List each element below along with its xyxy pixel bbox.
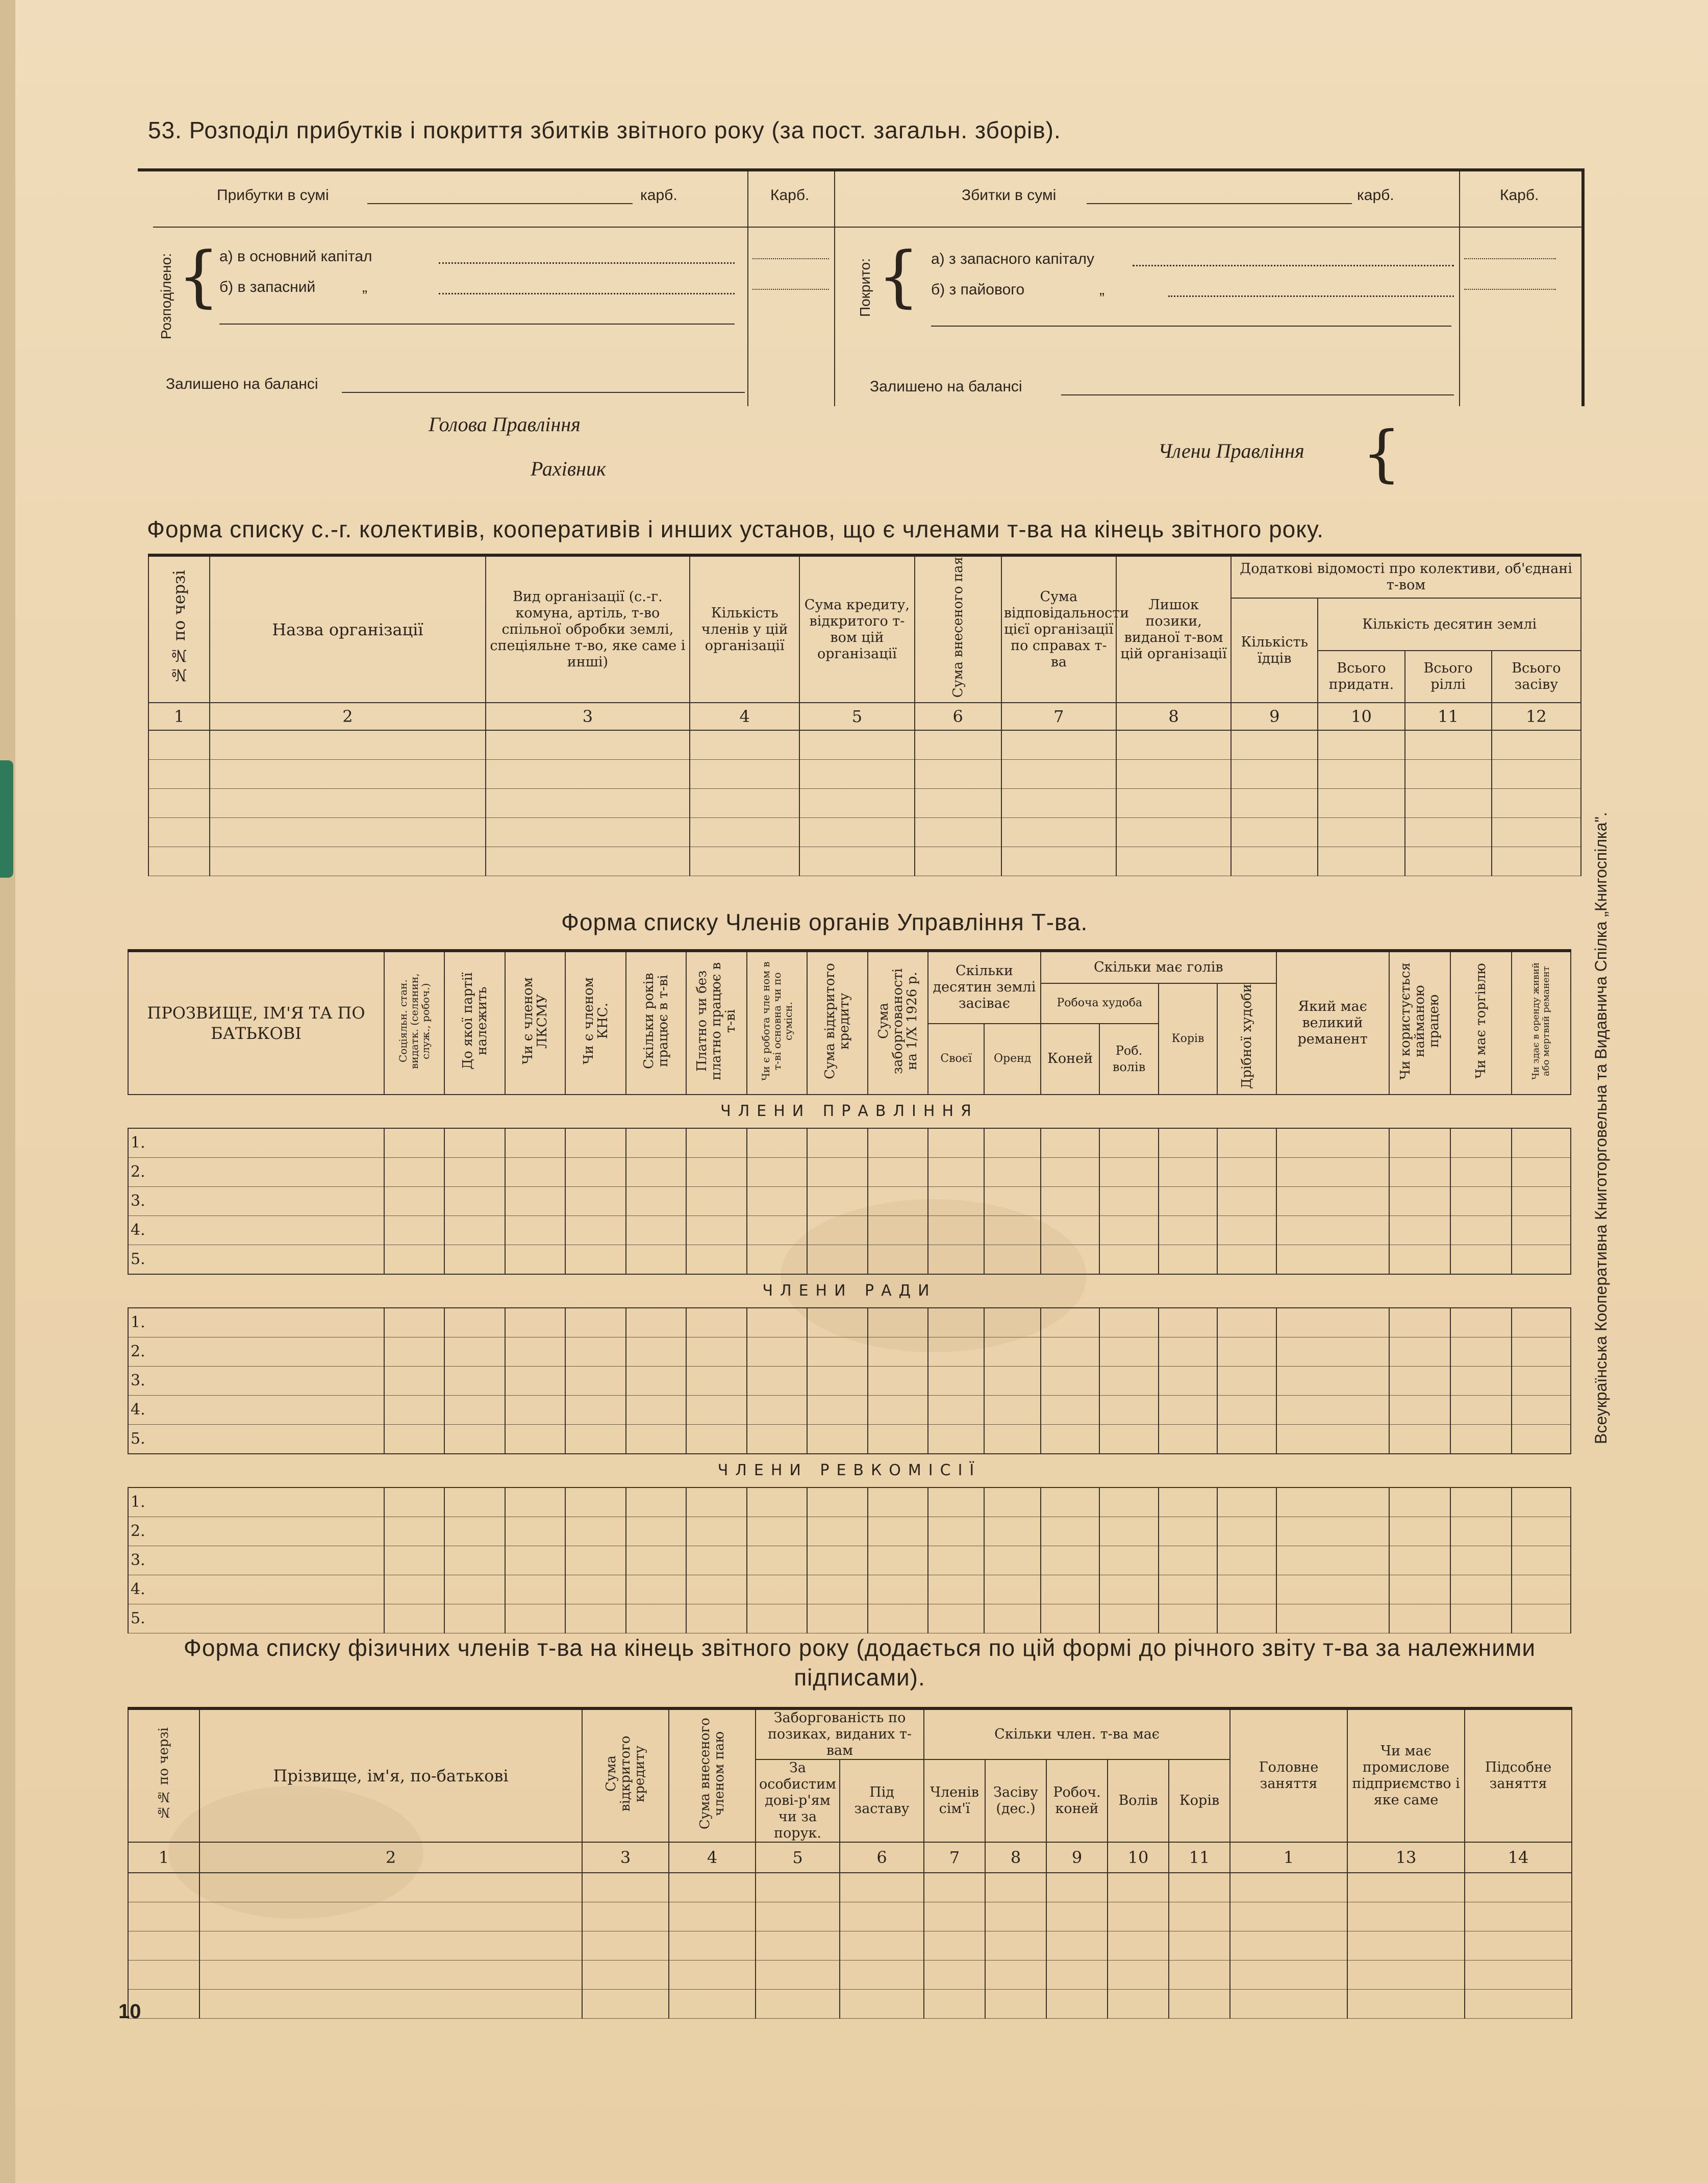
- table-row: 1.: [128, 1308, 1571, 1337]
- col-org-name-header: Назва організації: [210, 555, 486, 703]
- column-number: 4: [690, 703, 799, 730]
- col-oxen-header: Волів: [1108, 1759, 1169, 1842]
- dotted-line: [1168, 295, 1454, 297]
- column-number: 3: [582, 1842, 669, 1873]
- fill-line: [1061, 394, 1454, 395]
- col-hired-labor-header: Чи користується найманою працею: [1389, 951, 1450, 1095]
- col-org-type-header: Вид організації (с.-г. комуна, артіль, т-во спільної обробки землі, спеціяльне т-во, яке саме і инші): [486, 555, 690, 703]
- table-row: [128, 1961, 1572, 1990]
- column-number: 6: [840, 1842, 924, 1873]
- covered-label: Покрито:: [857, 258, 873, 317]
- column-number: 3: [486, 703, 690, 730]
- column-number: 9: [1046, 1842, 1108, 1873]
- management-table: [128, 949, 1571, 1633]
- column-number: 7: [1001, 703, 1116, 730]
- divider: [153, 227, 1581, 228]
- col-land-header: Скільки десятин землі засіває: [928, 951, 1041, 1024]
- col-sowing-header: Засіву (дес.): [985, 1759, 1046, 1842]
- income-karb-label: карб.: [640, 187, 677, 204]
- column-number: 10: [1108, 1842, 1169, 1873]
- loss-label: Збитки в сумі: [962, 187, 1057, 204]
- col-cows-header: Корів: [1169, 1759, 1230, 1842]
- col-full-name-header: Прізвище, ім'я, по-батькові: [199, 1708, 582, 1842]
- left-brace: {: [178, 237, 220, 315]
- table-row: [148, 760, 1581, 789]
- table-row: 2.: [128, 1337, 1571, 1366]
- page-number: 10: [118, 2000, 141, 2023]
- fill-line: [931, 326, 1451, 327]
- col-horses-header: Робоч. коней: [1046, 1759, 1108, 1842]
- section-board-label: ЧЛЕНИ ПРАВЛІННЯ: [128, 1095, 1571, 1128]
- column-number: 9: [1231, 703, 1318, 730]
- item-a-right: а) з запасного капіталу: [931, 251, 1094, 267]
- column-number: 11: [1405, 703, 1492, 730]
- col-members-count-header: Кількість членів у цій організації: [690, 555, 799, 703]
- table-row: 3.: [128, 1186, 1571, 1215]
- table-row: 4.: [128, 1215, 1571, 1245]
- col-seq-header: №№ по черзі: [148, 555, 210, 703]
- col-cows-header: Корів: [1159, 983, 1217, 1095]
- karb-column-header-right: Карб.: [1500, 187, 1539, 204]
- col-loan-balance-header: Лишок позики, виданої т-вом цій організації: [1116, 555, 1231, 703]
- col-extra-info-header: Додаткові відомості про колективи, об'єднані т-вом: [1231, 555, 1581, 598]
- fill-line: [1087, 203, 1352, 204]
- distributed-label: Розподілено:: [158, 253, 174, 339]
- column-number: 1: [128, 1842, 199, 1873]
- table-row: 3.: [128, 1366, 1571, 1395]
- divider: [747, 171, 748, 406]
- col-party-header: До якої партії належить: [444, 951, 505, 1095]
- table-row: 2.: [128, 1517, 1571, 1546]
- column-number: 5: [799, 703, 914, 730]
- column-number: 8: [1116, 703, 1231, 730]
- table-row: 3.: [128, 1546, 1571, 1575]
- table-row: 1.: [128, 1487, 1571, 1517]
- column-number: 5: [756, 1842, 840, 1873]
- green-bookmark-tab: [0, 760, 13, 878]
- dotted-line: [1133, 265, 1454, 266]
- col-enterprise-header: Чи має промислове підприємство і яке саме: [1347, 1708, 1465, 1842]
- table-row: [128, 1902, 1572, 1931]
- dotted-line: [439, 262, 735, 264]
- column-number: 4: [669, 1842, 756, 1873]
- col-horses-header: Коней: [1041, 1024, 1099, 1095]
- table-row: [148, 818, 1581, 847]
- karb-entry-line: [1464, 289, 1556, 290]
- item-b-right: б) з пайового: [931, 281, 1025, 298]
- col-rent-out-header: Чи здає в оренду живий або мертвий реманент: [1512, 951, 1571, 1095]
- ditto-mark: „: [362, 279, 367, 295]
- table-row: [148, 789, 1581, 818]
- col-oxen-header: Роб. волів: [1099, 1024, 1158, 1095]
- col-land-header: Кількість десятин землі: [1318, 598, 1581, 651]
- col-share-header: Сума внесеного членом паю: [669, 1708, 756, 1842]
- balance-left: Залишено на балансі: [166, 376, 318, 392]
- section-53-form: [138, 168, 1585, 406]
- table-row: 4.: [128, 1395, 1571, 1424]
- col-own-land-header: Своєї: [928, 1024, 984, 1095]
- table-row: [128, 1931, 1572, 1961]
- column-number: 14: [1465, 1842, 1572, 1873]
- col-share-header: Сума внесеного пая: [915, 555, 1001, 703]
- karb-entry-line: [752, 289, 829, 290]
- column-number: 1: [148, 703, 210, 730]
- table-row: 4.: [128, 1575, 1571, 1604]
- right-brace: {: [877, 237, 920, 315]
- col-equipment-header: Який має великий реманент: [1276, 951, 1389, 1095]
- col-liability-header: Сума відповідальности цієї організації по справах т-ва: [1001, 555, 1116, 703]
- col-name-header: ПРОЗВИЩЕ, ІМ'Я ТА ПО БАТЬКОВІ: [128, 951, 384, 1095]
- col-land-arable-header: Всього ріллі: [1405, 651, 1492, 703]
- collectives-title: Форма списку с.-г. колективів, кооперативів і инших установ, що є членами т-ва на кінець звітного року.: [147, 516, 1324, 542]
- income-label: Прибутки в сумі: [217, 187, 329, 204]
- col-small-cattle-header: Дрібної худоби: [1217, 983, 1276, 1095]
- section-council-label: ЧЛЕНИ РАДИ: [128, 1274, 1571, 1308]
- karb-column-header-left: Карб.: [770, 187, 810, 204]
- col-seq-header: №№ по черзі: [128, 1708, 199, 1842]
- col-land-sown-header: Всього засіву: [1492, 651, 1581, 703]
- column-number: 1: [1230, 1842, 1347, 1873]
- col-kns-header: Чи є членом КНС.: [565, 951, 625, 1095]
- col-eaters-header: Кількість їдців: [1231, 598, 1318, 703]
- table-row: [148, 847, 1581, 876]
- col-family-header: Членів сім'ї: [924, 1759, 985, 1842]
- column-number: 13: [1347, 1842, 1465, 1873]
- section-53-title: 53. Розподіл прибутків і покриття збитків звітного року (за пост. загальн. зборів).: [148, 117, 1061, 143]
- divider: [1459, 171, 1460, 406]
- fill-line: [219, 324, 735, 325]
- signature-head: Голова Правління: [429, 413, 581, 436]
- column-number: 7: [924, 1842, 985, 1873]
- karb-entry-line: [1464, 258, 1556, 259]
- col-work-cattle-header: Робоча худоба: [1041, 983, 1159, 1024]
- column-number: 6: [915, 703, 1001, 730]
- col-main-work-header: Чи є робота чле ном в т-ві основна чи по сумісн.: [747, 951, 807, 1095]
- column-number: 12: [1492, 703, 1581, 730]
- dotted-line: [439, 293, 735, 294]
- table-row: 5.: [128, 1245, 1571, 1274]
- karb-entry-line: [752, 258, 829, 259]
- col-credit-header: Сума відкритого кредиту: [807, 951, 867, 1095]
- item-b-left: б) в запасний: [219, 279, 316, 295]
- table-row: 2.: [128, 1157, 1571, 1186]
- table-row: 5.: [128, 1424, 1571, 1454]
- fill-line: [367, 203, 633, 204]
- col-debt-header: Сума заборгованості на 1/X 1926 р.: [868, 951, 928, 1095]
- item-a-left: а) в основний капітал: [219, 248, 372, 265]
- table-row: [128, 1990, 1572, 2019]
- loss-karb-label: карб.: [1357, 187, 1394, 204]
- column-number: 8: [985, 1842, 1046, 1873]
- col-komsomol-header: Чи є членом ЛКСМУ: [505, 951, 565, 1095]
- physical-members-table: [128, 1707, 1572, 2019]
- col-main-occupation-header: Головне заняття: [1230, 1708, 1347, 1842]
- fill-line: [342, 392, 745, 393]
- col-rented-land-header: Оренд: [984, 1024, 1040, 1095]
- management-title: Форма списку Членів органів Управління Т-ва.: [561, 909, 1088, 935]
- col-heads-header: Скільки має голів: [1041, 951, 1276, 983]
- column-number: 2: [199, 1842, 582, 1873]
- section-audit-label: ЧЛЕНИ РЕВКОМІСІЇ: [128, 1454, 1571, 1487]
- table-row: [128, 1873, 1572, 1902]
- col-has-header: Скільки член. т-ва має: [924, 1708, 1230, 1759]
- signature-accountant: Рахівник: [531, 457, 606, 480]
- col-debt-header: Заборгованість по позиках, виданих т-вам: [756, 1708, 924, 1759]
- col-side-occupation-header: Підсобне заняття: [1465, 1708, 1572, 1842]
- column-number: 2: [210, 703, 486, 730]
- ditto-mark: „: [1099, 281, 1104, 298]
- divider: [834, 171, 835, 406]
- col-social-header: Соціяльн. стан. видатк. (селянин, служ., робоч.): [384, 951, 444, 1095]
- publisher-imprint: Всеукраїнська Кооперативна Книготорговельна та Видавнича Спілка „Книгоспілка".: [1592, 812, 1610, 1444]
- collectives-table: [148, 554, 1581, 876]
- column-number: 11: [1169, 1842, 1230, 1873]
- table-row: [148, 730, 1581, 760]
- table-row: 1.: [128, 1128, 1571, 1158]
- signature-members: Члени Правління: [1158, 439, 1304, 462]
- col-credit-header: Сума відкритого кредиту: [582, 1708, 669, 1842]
- col-personal-trust-header: За особистим дові-р'ям чи за порук.: [756, 1759, 840, 1842]
- page-edge: [0, 0, 15, 2183]
- balance-right: Залишено на балансі: [870, 378, 1022, 395]
- col-credit-header: Сума кредиту, відкритого т-вом цій організації: [799, 555, 914, 703]
- table-row: 5.: [128, 1604, 1571, 1633]
- col-years-header: Скільки років працює в т-ві: [626, 951, 686, 1095]
- col-paid-header: Платно чи без платно працює в т-ві: [686, 951, 746, 1095]
- col-collateral-header: Під заставу: [840, 1759, 924, 1842]
- col-land-usable-header: Всього придатн.: [1318, 651, 1404, 703]
- column-number: 10: [1318, 703, 1404, 730]
- signature-brace: {: [1362, 418, 1401, 489]
- col-trade-header: Чи має торгівлю: [1450, 951, 1512, 1095]
- physical-members-title: Форма списку фізичних членів т-ва на кінець звітного року (додається по цій формі до річного звіту т-ва за належними підписами).: [183, 1634, 1536, 1691]
